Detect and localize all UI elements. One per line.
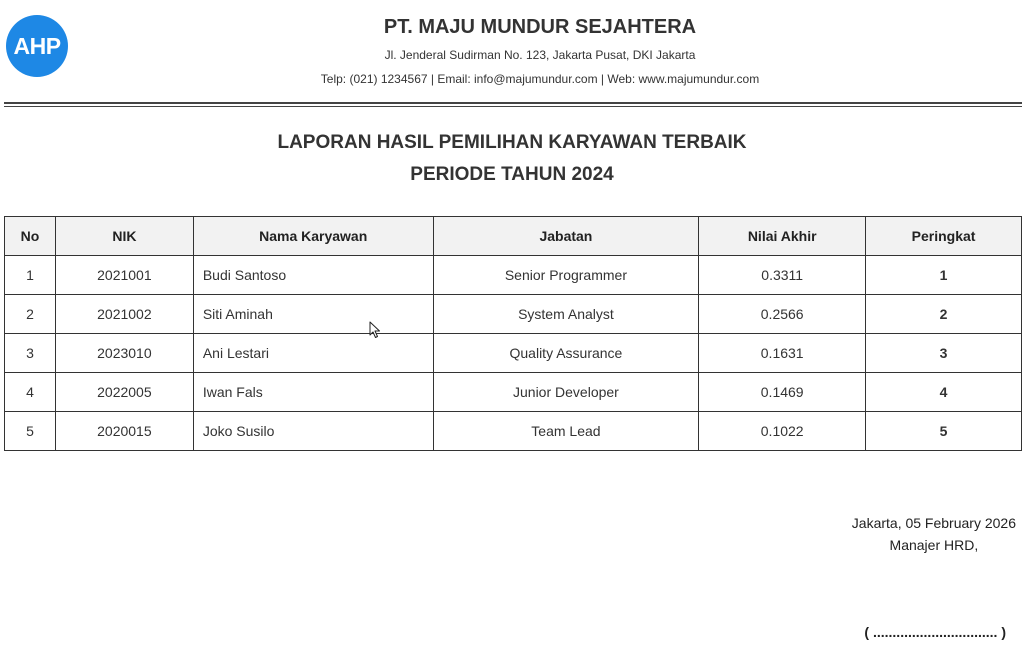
logo-text: AHP [13, 32, 61, 59]
cell-jabatan: Team Lead [433, 412, 699, 451]
col-header-nilai: Nilai Akhir [699, 217, 866, 256]
cell-nik: 2023010 [55, 334, 193, 373]
report-title-line2: PERIODE TAHUN 2024 [410, 164, 614, 185]
cell-no: 3 [5, 334, 56, 373]
cell-peringkat: 1 [866, 256, 1022, 295]
cell-peringkat: 3 [866, 334, 1022, 373]
col-header-nik: NIK [55, 217, 193, 256]
cell-nilai: 0.3311 [699, 256, 866, 295]
cell-nik: 2020015 [55, 412, 193, 451]
cell-no: 5 [5, 412, 56, 451]
table-row [5, 334, 1022, 373]
cell-nama: Budi Santoso [193, 256, 433, 295]
cell-nama: Joko Susilo [193, 412, 433, 451]
cell-jabatan: Junior Developer [433, 373, 699, 412]
cell-nik: 2021002 [55, 295, 193, 334]
company-address: Jl. Jenderal Sudirman No. 123, Jakarta Pusat, DKI Jakarta [384, 48, 696, 62]
cell-nama: Iwan Fals [193, 373, 433, 412]
col-header-nama: Nama Karyawan [193, 217, 433, 256]
cell-no: 4 [5, 373, 56, 412]
cell-jabatan: System Analyst [433, 295, 699, 334]
table-row [5, 295, 1022, 334]
signature-name-placeholder: ( ................................ ) [864, 624, 1006, 640]
letterhead-divider-thin [4, 106, 1022, 107]
cell-nilai: 0.1631 [699, 334, 866, 373]
signature-role: Manajer HRD, [889, 537, 979, 553]
signature-place-date: Jakarta, 05 February 2026 [851, 515, 1016, 531]
cell-nama: Ani Lestari [193, 334, 433, 373]
cell-peringkat: 2 [866, 295, 1022, 334]
cell-jabatan: Quality Assurance [433, 334, 699, 373]
table-row [5, 256, 1022, 295]
table-row [5, 412, 1022, 451]
cell-nilai: 0.1469 [699, 373, 866, 412]
col-header-no: No [5, 217, 56, 256]
cell-no: 2 [5, 295, 56, 334]
company-logo [6, 15, 68, 77]
cell-nilai: 0.1022 [699, 412, 866, 451]
letterhead-divider-thick [4, 102, 1022, 104]
cell-nik: 2022005 [55, 373, 193, 412]
col-header-jabatan: Jabatan [433, 217, 699, 256]
company-name: PT. MAJU MUNDUR SEJAHTERA [383, 16, 697, 38]
col-header-peringkat: Peringkat [866, 217, 1022, 256]
cell-nilai: 0.2566 [699, 295, 866, 334]
letterhead [230, 14, 850, 87]
cell-jabatan: Senior Programmer [433, 256, 699, 295]
signature-block [852, 512, 1016, 556]
cell-no: 1 [5, 256, 56, 295]
cell-peringkat: 4 [866, 373, 1022, 412]
cell-nik: 2021001 [55, 256, 193, 295]
cell-peringkat: 5 [866, 412, 1022, 451]
mouse-pointer-icon [369, 321, 381, 339]
cell-nama: Siti Aminah [193, 295, 433, 334]
report-title [0, 127, 1024, 191]
report-title-line1: LAPORAN HASIL PEMILIHAN KARYAWAN TERBAIK [277, 132, 747, 153]
table-header-row [5, 217, 1022, 256]
ranking-table [4, 216, 1022, 451]
company-contact: Telp: (021) 1234567 | Email: info@majumundur.com | Web: www.majumundur.com [320, 72, 760, 86]
table-row [5, 373, 1022, 412]
